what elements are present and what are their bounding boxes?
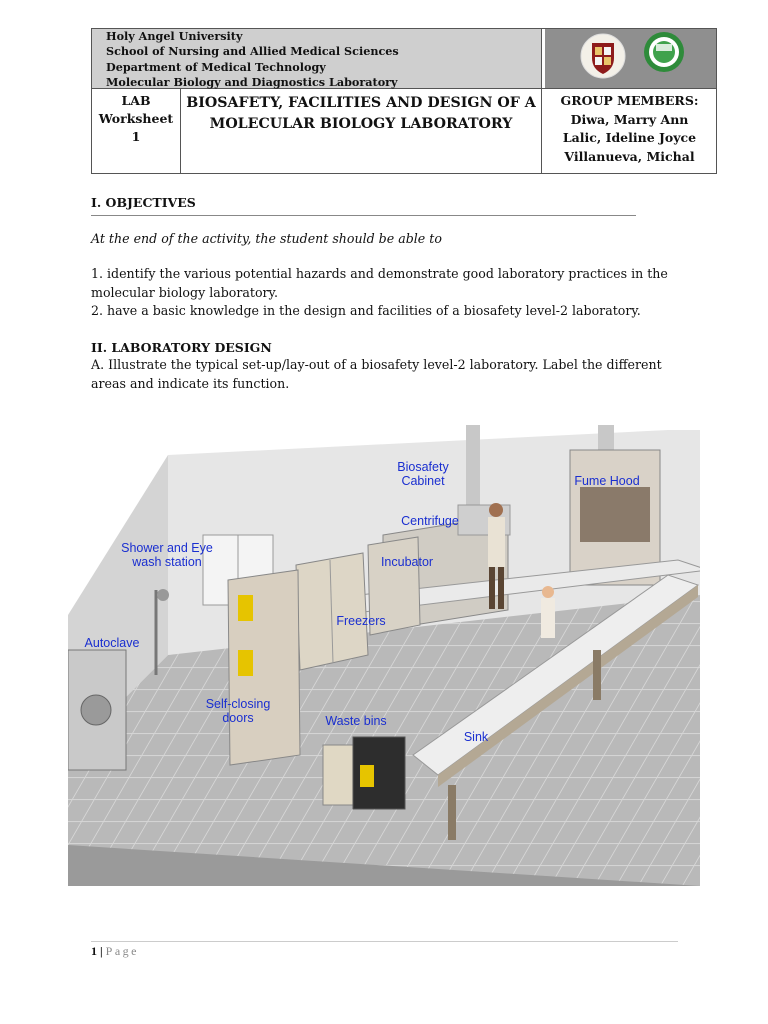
worksheet-title: BIOSAFETY, FACILITIES AND DESIGN OF A MOLECULAR BIOLOGY LABORATORY <box>186 95 536 132</box>
page-footer: 1 | Page <box>91 944 139 958</box>
scientist <box>542 586 554 598</box>
duct <box>466 425 480 510</box>
label-shower-1: Shower and Eye <box>121 541 213 555</box>
objectives-heading: I. OBJECTIVES <box>91 195 196 210</box>
design-heading: II. LABORATORY DESIGN <box>91 340 272 355</box>
school-name: School of Nursing and Allied Medical Sciences <box>106 44 399 59</box>
objectives-rule <box>91 215 636 216</box>
objective-item-2: 2. have a basic knowledge in the design and facilities of a biosafety level-2 laboratory. <box>91 303 641 318</box>
label-centrifuge: Centrifuge <box>401 514 459 528</box>
group-members-label: GROUP MEMBERS: <box>560 93 699 108</box>
label-self-closing-1: Self-closing <box>205 697 271 711</box>
university-name: Holy Angel University <box>106 29 243 43</box>
group-members <box>543 92 716 166</box>
objective-item-1: 1. identify the various potential hazards and demonstrate good laboratory practices in the molecular biology laboratory. 2. have a basic knowledge in the design and facilities of a biosafety level-2 laboratory. <box>91 265 691 321</box>
page-number: 1 <box>91 944 97 958</box>
label-shower-2: wash station <box>132 555 202 569</box>
worksheet-label: LAB Worksheet 1 <box>98 93 174 144</box>
page-word: Page <box>105 944 139 958</box>
university-seal-icon <box>581 34 625 78</box>
header-logo-panel <box>545 29 716 88</box>
member-name: Diwa, Marry Ann <box>570 111 689 127</box>
laboratory-name: Molecular Biology and Diagnostics Laboratory <box>106 75 398 90</box>
member-name: Villanueva, Michal <box>564 148 695 164</box>
scientist <box>489 503 503 517</box>
member-name: Lalic, Ideline Joyce <box>562 130 697 146</box>
design-instruction: A. Illustrate the typical set-up/lay-out of a biosafety level-2 laboratory. Label the different areas and indicate its function. <box>91 357 662 391</box>
label-freezers: Freezers <box>336 614 386 628</box>
label-biosafety-cabinet-2: Cabinet <box>401 474 445 488</box>
lab-layout-illustration <box>68 425 700 886</box>
label-sink: Sink <box>463 730 489 744</box>
label-fume-hood: Fume Hood <box>574 474 640 488</box>
header-divider <box>180 89 181 174</box>
objectives-intro: At the end of the activity, the student should be able to <box>91 231 442 246</box>
label-incubator: Incubator <box>380 555 434 569</box>
label-biosafety-cabinet-1: Biosafety <box>397 460 449 474</box>
header-institution-info <box>106 29 399 91</box>
department-name: Department of Medical Technology <box>106 59 326 74</box>
label-waste-bins: Waste bins <box>325 714 387 728</box>
department-seal-icon <box>644 32 684 72</box>
label-self-closing-2: doors <box>222 711 254 725</box>
label-autoclave: Autoclave <box>84 636 140 650</box>
footer-rule <box>91 941 678 942</box>
waste-bin <box>323 745 353 805</box>
university-logos <box>545 29 716 88</box>
